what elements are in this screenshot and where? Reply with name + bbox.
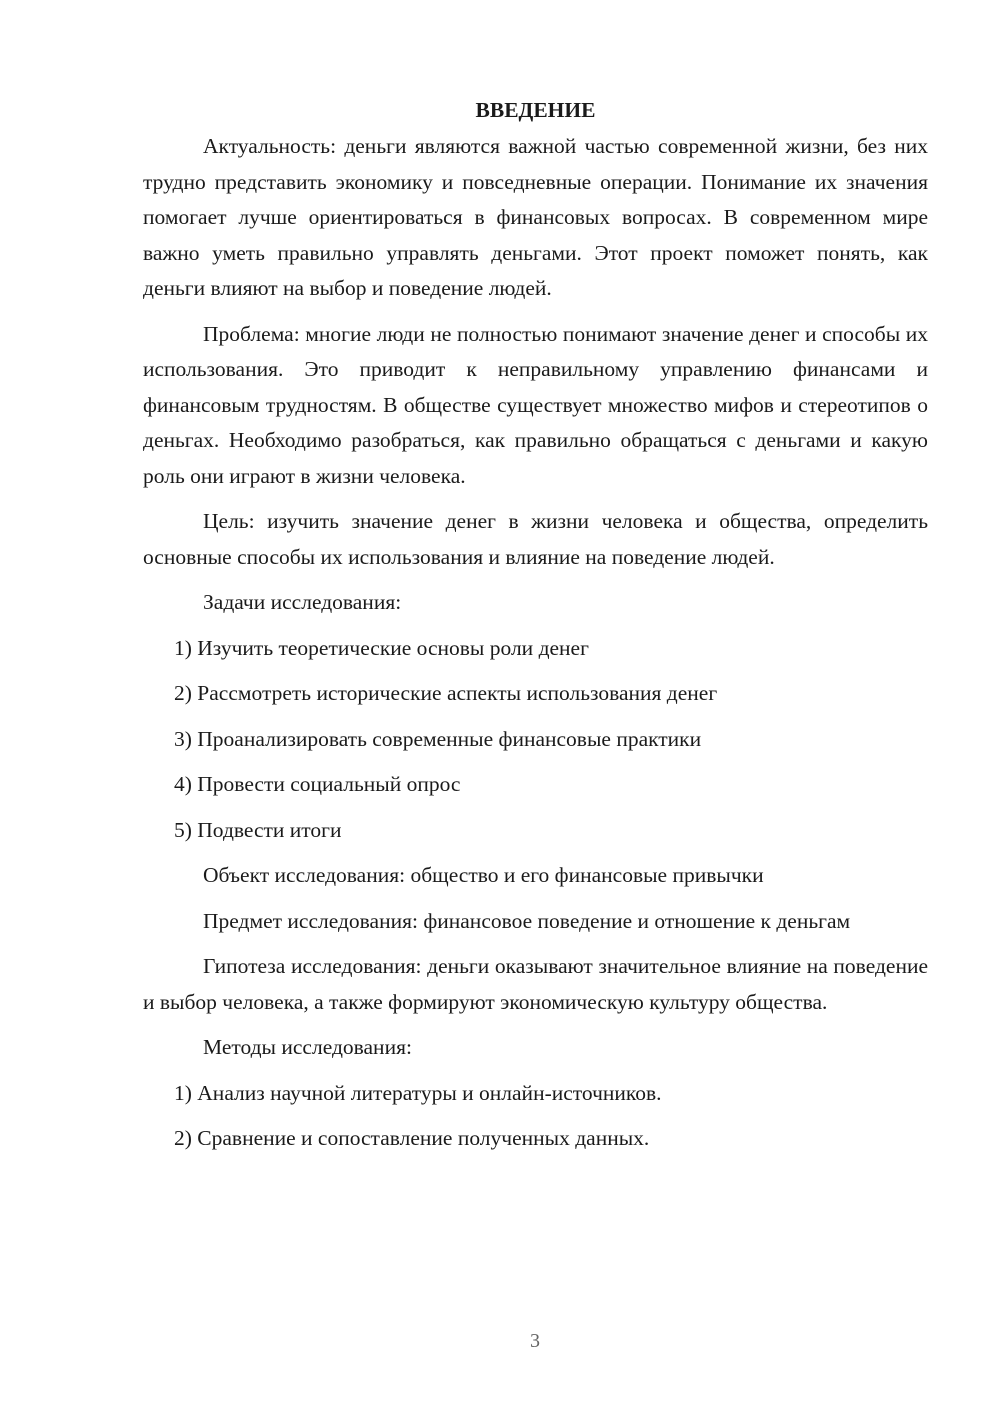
object-paragraph: Объект исследования: общество и его финансовые привычки <box>203 863 764 887</box>
hypothesis-paragraph: Гипотеза исследования: деньги оказывают значительное влияние на поведение и выбор человека, а также формируют экономическую культуру общества. <box>143 954 928 1014</box>
document-title: ВВЕДЕНИЕ <box>475 98 596 122</box>
task-item: 3) Проанализировать современные финансовые практики <box>174 726 702 751</box>
method-item: 1) Анализ научной литературы и онлайн-источников. <box>174 1080 662 1105</box>
goal-paragraph: Цель: изучить значение денег в жизни человека и общества, определить основные способы их использования и влияние на поведение людей. <box>143 509 928 569</box>
method-item: 2) Сравнение и сопоставление полученных данных. <box>174 1126 650 1150</box>
document-page <box>143 92 928 1167</box>
methods-heading: Методы исследования: <box>203 1035 412 1059</box>
task-item: 2) Рассмотреть исторические аспекты использования денег <box>174 681 718 705</box>
relevance-paragraph: Актуальность: деньги являются важной частью современной жизни, без них трудно представить экономику и повседневные операции. Понимание их значения помогает лучше ориентироваться в финансовых вопросах. В современном мире важно уметь правильно управлять деньгами. Этот проект поможет понять, как деньги влияют на выбор и поведение людей. <box>143 134 928 300</box>
subject-paragraph: Предмет исследования: финансовое поведение и отношение к деньгам <box>203 908 851 933</box>
task-item: 4) Провести социальный опрос <box>174 772 461 796</box>
problem-paragraph: Проблема: многие люди не полностью понимают значение денег и способы их использования. Это приводит к неправильному управлению финансами и финансовым трудностям. В обществе существует множество мифов и стереотипов о деньгах. Необходимо разобраться, как правильно обращаться с деньгами и какую роль они играют в жизни человека. <box>143 321 928 488</box>
task-item: 5) Подвести итоги <box>174 817 342 842</box>
tasks-heading: Задачи исследования: <box>203 590 402 614</box>
task-item: 1) Изучить теоретические основы роли денег <box>174 635 589 660</box>
page-number: 3 <box>530 1330 540 1352</box>
